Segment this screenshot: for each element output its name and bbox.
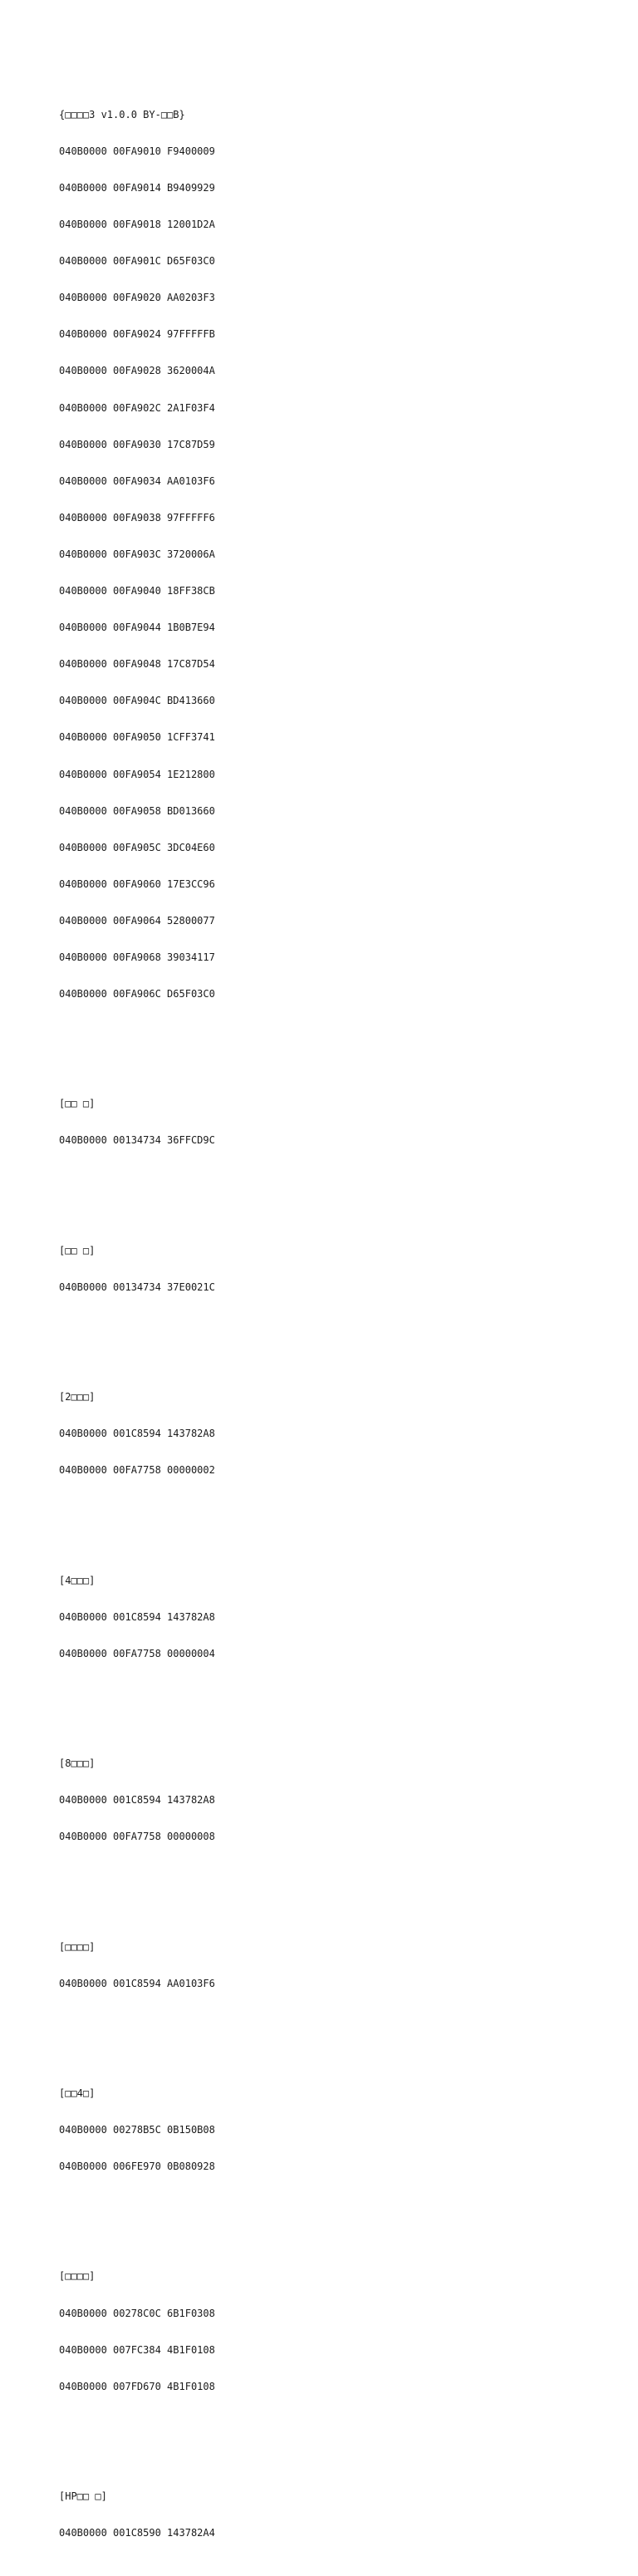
- section-header: [2□□□]: [59, 1391, 96, 1404]
- code-line: 040B0000 00FA9030 17C87D59: [59, 438, 215, 450]
- code-line: 040B0000 00FA901C D65F03C0: [59, 255, 215, 268]
- document-title: {□□□□3 v1.0.0 BY-□□B}: [59, 108, 185, 120]
- code-line: 040B0000 00FA904C BD413660: [59, 695, 215, 707]
- code-line: 040B0000 001C8594 143782A8: [59, 1428, 215, 1440]
- code-section: [59, 2246, 607, 2417]
- code-section: [59, 2466, 607, 2564]
- code-line: 040B0000 007FC384 4B1F0108: [59, 2343, 215, 2356]
- code-line: 040B0000 00FA9068 39034117: [59, 951, 215, 963]
- code-section: [59, 1550, 607, 1684]
- code-line: 040B0000 006FE970 0B080928: [59, 2161, 215, 2173]
- code-section: [59, 1367, 607, 1502]
- code-line: 040B0000 00FA7758 00000008: [59, 1831, 215, 1843]
- code-line: 040B0000 00FA9060 17E3CC96: [59, 878, 215, 890]
- code-line: 040B0000 00FA9028 3620004A: [59, 365, 215, 377]
- code-line: 040B0000 00134734 37E0021C: [59, 1281, 215, 1293]
- code-line: 040B0000 00FA9018 12001D2A: [59, 219, 215, 231]
- code-section: [59, 2063, 607, 2198]
- code-line: 040B0000 00FA9054 1E212800: [59, 768, 215, 780]
- code-line: 040B0000 007FD670 4B1F0108: [59, 2380, 215, 2392]
- code-section: [59, 1916, 607, 2014]
- code-line: 040B0000 00FA7758 00000002: [59, 1464, 215, 1477]
- code-line: 040B0000 00FA9024 97FFFFFB: [59, 328, 215, 341]
- code-line: 040B0000 001C8590 143782A4: [59, 2527, 215, 2539]
- section-header: [8□□□]: [59, 1757, 96, 1770]
- code-line: 040B0000 00FA902C 2A1F03F4: [59, 401, 215, 414]
- section-header: [4□□□]: [59, 1574, 96, 1586]
- code-line: 040B0000 00FA9050 1CFF3741: [59, 731, 215, 744]
- code-line: 040B0000 00FA9020 AA0203F3: [59, 292, 215, 304]
- code-line: 040B0000 001C8594 143782A8: [59, 1794, 215, 1807]
- code-line: 040B0000 00FA9010 F9400009: [59, 145, 215, 157]
- code-line: 040B0000 00FA906C D65F03C0: [59, 988, 215, 1000]
- section-header: [□□ □]: [59, 1098, 96, 1110]
- section-header: [□□4□]: [59, 2087, 96, 2099]
- code-line: 040B0000 00FA9040 18FF38CB: [59, 585, 215, 597]
- section-header: [HP□□ □]: [59, 2490, 107, 2503]
- code-section: [59, 1220, 607, 1318]
- code-section-main: [59, 84, 607, 1025]
- code-line: 040B0000 00278B5C 0B150B08: [59, 2124, 215, 2136]
- section-header: [□□□□]: [59, 2270, 96, 2283]
- section-header: [□□ □]: [59, 1244, 96, 1256]
- code-line: 040B0000 00FA9058 BD013660: [59, 804, 215, 817]
- code-line: 040B0000 00FA9014 B9409929: [59, 182, 215, 194]
- code-section: [59, 1074, 607, 1172]
- cheat-code-document: [59, 60, 607, 2576]
- code-line: 040B0000 001C8594 AA0103F6: [59, 1977, 215, 1989]
- code-line: 040B0000 00FA9034 AA0103F6: [59, 474, 215, 487]
- section-header: [□□□□]: [59, 1940, 96, 1953]
- code-line: 040B0000 00FA7758 00000004: [59, 1647, 215, 1659]
- code-line: 040B0000 00FA9064 52800077: [59, 914, 215, 927]
- code-line: 040B0000 00FA9048 17C87D54: [59, 658, 215, 671]
- code-line: 040B0000 00FA905C 3DC04E60: [59, 841, 215, 853]
- code-line: 040B0000 00FA903C 3720006A: [59, 548, 215, 560]
- code-line: 040B0000 00134734 36FFCD9C: [59, 1134, 215, 1147]
- code-line: 040B0000 00278C0C 6B1F0308: [59, 2307, 215, 2319]
- code-line: 040B0000 00FA9044 1B0B7E94: [59, 622, 215, 634]
- code-line: 040B0000 00FA9038 97FFFFF6: [59, 511, 215, 524]
- code-section: [59, 1733, 607, 1868]
- code-line: 040B0000 001C8594 143782A8: [59, 1610, 215, 1623]
